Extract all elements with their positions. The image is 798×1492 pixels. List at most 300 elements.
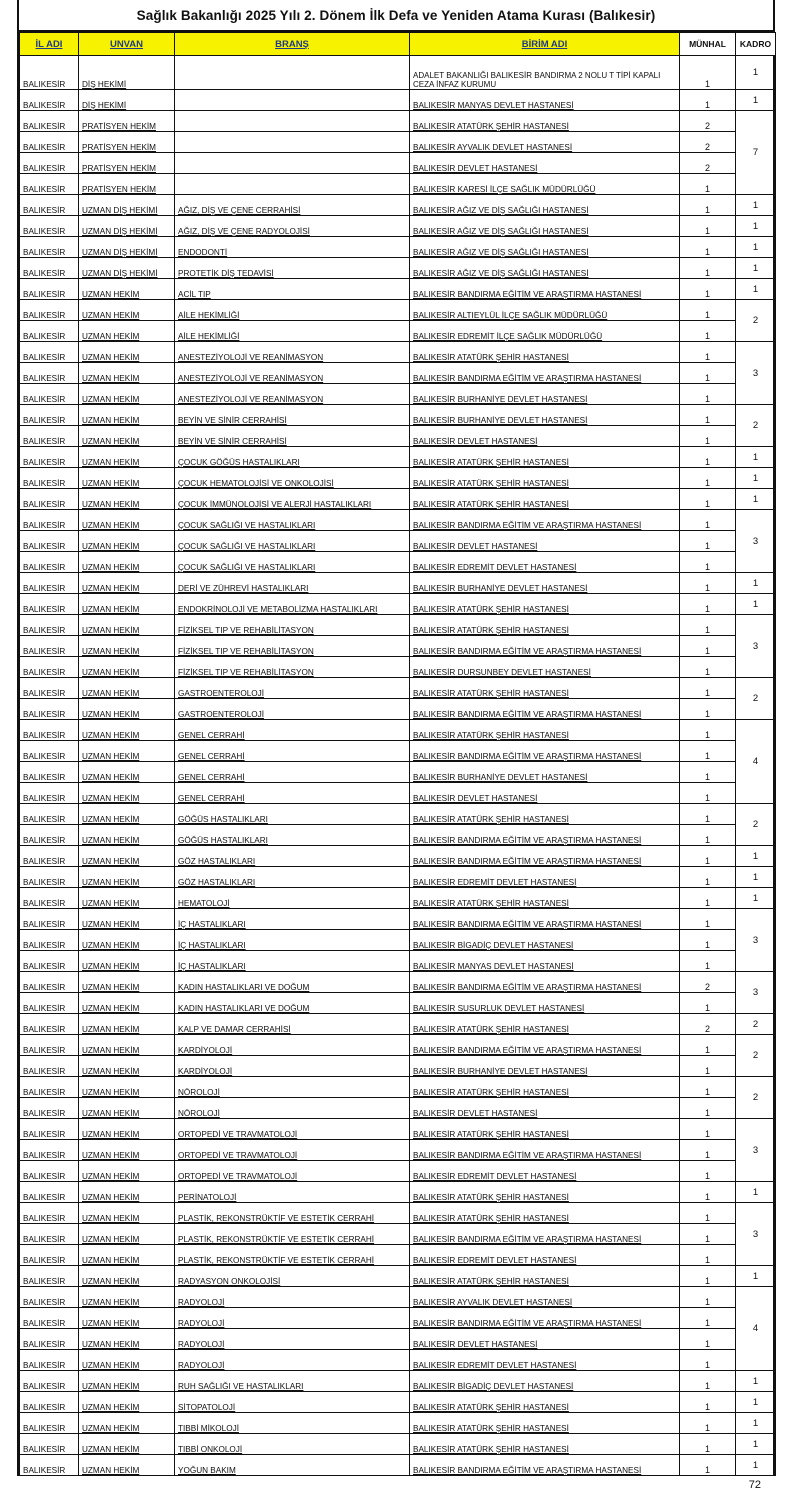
cell-munhal: 1 [680, 720, 736, 741]
cell-unvan: UZMAN HEKİM [79, 636, 175, 657]
cell-brans: ÇOCUK SAĞLIĞI VE HASTALIKLARI [175, 552, 410, 573]
cell-il-adi: BALIKESİR [20, 174, 79, 195]
cell-munhal: 1 [680, 56, 736, 90]
cell-unvan: UZMAN HEKİM [79, 321, 175, 342]
cell-brans: ENDODONTİ [175, 237, 410, 258]
cell-munhal: 1 [680, 1266, 736, 1287]
cell-il-adi: BALIKESİR [20, 804, 79, 825]
cell-brans: AİLE HEKİMLİĞİ [175, 321, 410, 342]
cell-brans [175, 56, 410, 90]
cell-unvan: UZMAN HEKİM [79, 1077, 175, 1098]
cell-munhal: 1 [680, 657, 736, 678]
cell-brans: ÇOCUK GÖĞÜS HASTALIKLARI [175, 447, 410, 468]
cell-birim-adi: BALIKESİR ATATÜRK ŞEHİR HASTANESİ [410, 342, 680, 363]
cell-il-adi: BALIKESİR [20, 846, 79, 867]
cell-brans: BEYİN VE SİNİR CERRAHİSİ [175, 405, 410, 426]
table-row [20, 1224, 776, 1245]
cell-brans: İÇ HASTALIKLARI [175, 909, 410, 930]
cell-kadro: 1 [736, 1371, 776, 1392]
cell-il-adi: BALIKESİR [20, 762, 79, 783]
table-row [20, 1056, 776, 1077]
table-row [20, 174, 776, 195]
cell-brans: HEMATOLOJİ [175, 888, 410, 909]
cell-kadro: 7 [736, 111, 776, 195]
cell-il-adi: BALIKESİR [20, 1035, 79, 1056]
cell-unvan: UZMAN HEKİM [79, 468, 175, 489]
cell-unvan: UZMAN HEKİM [79, 594, 175, 615]
cell-munhal: 1 [680, 783, 736, 804]
cell-unvan: UZMAN HEKİM [79, 615, 175, 636]
cell-il-adi: BALIKESİR [20, 384, 79, 405]
cell-unvan: UZMAN HEKİM [79, 1140, 175, 1161]
cell-il-adi: BALIKESİR [20, 1245, 79, 1266]
cell-brans: ÇOCUK İMMÜNOLOJİSİ VE ALERJİ HASTALIKLARI [175, 489, 410, 510]
table-row [20, 300, 776, 321]
cell-munhal: 1 [680, 804, 736, 825]
cell-kadro: 3 [736, 615, 776, 678]
table-row [20, 1413, 776, 1434]
cell-brans: GASTROENTEROLOJİ [175, 699, 410, 720]
cell-il-adi: BALIKESİR [20, 657, 79, 678]
cell-munhal: 1 [680, 489, 736, 510]
cell-kadro: 1 [736, 489, 776, 510]
cell-il-adi: BALIKESİR [20, 1266, 79, 1287]
cell-munhal: 1 [680, 1119, 736, 1140]
cell-birim-adi: BALIKESİR ATATÜRK ŞEHİR HASTANESİ [410, 1266, 680, 1287]
cell-brans: RADYOLOJİ [175, 1329, 410, 1350]
cell-unvan: UZMAN HEKİM [79, 1413, 175, 1434]
cell-birim-adi: BALIKESİR ATATÜRK ŞEHİR HASTANESİ [410, 489, 680, 510]
cell-il-adi: BALIKESİR [20, 1077, 79, 1098]
cell-munhal: 1 [680, 678, 736, 699]
cell-brans: AĞIZ, DİŞ VE ÇENE CERRAHİSİ [175, 195, 410, 216]
cell-unvan: UZMAN HEKİM [79, 972, 175, 993]
cell-unvan: UZMAN HEKİM [79, 1098, 175, 1119]
table-row [20, 1392, 776, 1413]
cell-unvan: UZMAN HEKİM [79, 846, 175, 867]
cell-unvan: UZMAN DİŞ HEKİMİ [79, 216, 175, 237]
cell-brans: KARDİYOLOJİ [175, 1035, 410, 1056]
cell-birim-adi: BALIKESİR ATATÜRK ŞEHİR HASTANESİ [410, 111, 680, 132]
cell-birim-adi: BALIKESİR BANDIRMA EĞİTİM VE ARAŞTIRMA HASTANESİ [410, 636, 680, 657]
cell-brans: PLASTİK, REKONSTRÜKTİF VE ESTETİK CERRAHİ [175, 1245, 410, 1266]
cell-munhal: 1 [680, 1350, 736, 1371]
table-row [20, 111, 776, 132]
cell-il-adi: BALIKESİR [20, 1203, 79, 1224]
cell-kadro: 3 [736, 909, 776, 972]
cell-munhal: 1 [680, 846, 736, 867]
cell-birim-adi: BALIKESİR BANDIRMA EĞİTİM VE ARAŞTIRMA HASTANESİ [410, 909, 680, 930]
cell-birim-adi: BALIKESİR ATATÜRK ŞEHİR HASTANESİ [410, 594, 680, 615]
cell-birim-adi: BALIKESİR EDREMİT DEVLET HASTANESİ [410, 1350, 680, 1371]
cell-il-adi: BALIKESİR [20, 447, 79, 468]
table-row [20, 1371, 776, 1392]
cell-il-adi: BALIKESİR [20, 321, 79, 342]
cell-unvan: UZMAN HEKİM [79, 1224, 175, 1245]
cell-il-adi: BALIKESİR [20, 1392, 79, 1413]
cell-il-adi: BALIKESİR [20, 972, 79, 993]
table-row [20, 510, 776, 531]
cell-munhal: 2 [680, 111, 736, 132]
cell-birim-adi: BALIKESİR BURHANİYE DEVLET HASTANESİ [410, 405, 680, 426]
cell-unvan: UZMAN HEKİM [79, 489, 175, 510]
cell-munhal: 1 [680, 237, 736, 258]
cell-birim-adi: BALIKESİR ATATÜRK ŞEHİR HASTANESİ [410, 720, 680, 741]
cell-birim-adi: BALIKESİR SUSURLUK DEVLET HASTANESİ [410, 993, 680, 1014]
cell-brans [175, 90, 410, 111]
cell-munhal: 2 [680, 972, 736, 993]
cell-il-adi: BALIKESİR [20, 951, 79, 972]
cell-munhal: 1 [680, 888, 736, 909]
cell-birim-adi: BALIKESİR BANDIRMA EĞİTİM VE ARAŞTIRMA HASTANESİ [410, 510, 680, 531]
cell-il-adi: BALIKESİR [20, 132, 79, 153]
cell-munhal: 2 [680, 132, 736, 153]
cell-il-adi: BALIKESİR [20, 1434, 79, 1455]
cell-brans: KALP VE DAMAR CERRAHİSİ [175, 1014, 410, 1035]
table-row [20, 1308, 776, 1329]
cell-munhal: 1 [680, 993, 736, 1014]
cell-munhal: 1 [680, 195, 736, 216]
cell-il-adi: BALIKESİR [20, 279, 79, 300]
cell-il-adi: BALIKESİR [20, 741, 79, 762]
cell-il-adi: BALIKESİR [20, 342, 79, 363]
table-row [20, 1434, 776, 1455]
cell-il-adi: BALIKESİR [20, 720, 79, 741]
cell-birim-adi: BALIKESİR EDREMİT DEVLET HASTANESİ [410, 552, 680, 573]
cell-il-adi: BALIKESİR [20, 216, 79, 237]
cell-unvan: UZMAN HEKİM [79, 1014, 175, 1035]
cell-unvan: UZMAN HEKİM [79, 426, 175, 447]
document-sheet [17, 0, 775, 1476]
cell-il-adi: BALIKESİR [20, 1329, 79, 1350]
table-row [20, 804, 776, 825]
table-row [20, 699, 776, 720]
cell-birim-adi: BALIKESİR EDREMİT DEVLET HASTANESİ [410, 1161, 680, 1182]
cell-il-adi: BALIKESİR [20, 1413, 79, 1434]
cell-unvan: UZMAN HEKİM [79, 1287, 175, 1308]
cell-munhal: 1 [680, 531, 736, 552]
cell-birim-adi: BALIKESİR ATATÜRK ŞEHİR HASTANESİ [410, 1392, 680, 1413]
table-row [20, 468, 776, 489]
cell-birim-adi: BALIKESİR BANDIRMA EĞİTİM VE ARAŞTIRMA HASTANESİ [410, 363, 680, 384]
cell-munhal: 1 [680, 867, 736, 888]
cell-unvan: PRATİSYEN HEKİM [79, 132, 175, 153]
cell-il-adi: BALIKESİR [20, 699, 79, 720]
table-row [20, 342, 776, 363]
cell-birim-adi: BALIKESİR AĞIZ VE DİŞ SAĞLIĞI HASTANESİ [410, 237, 680, 258]
cell-kadro: 1 [736, 594, 776, 615]
cell-il-adi: BALIKESİR [20, 489, 79, 510]
cell-il-adi: BALIKESİR [20, 237, 79, 258]
cell-il-adi: BALIKESİR [20, 1224, 79, 1245]
cell-unvan: UZMAN HEKİM [79, 1371, 175, 1392]
cell-munhal: 1 [680, 300, 736, 321]
cell-munhal: 1 [680, 1140, 736, 1161]
cell-birim-adi: BALIKESİR ATATÜRK ŞEHİR HASTANESİ [410, 804, 680, 825]
cell-brans: ORTOPEDİ VE TRAVMATOLOJİ [175, 1140, 410, 1161]
cell-birim-adi: BALIKESİR AĞIZ VE DİŞ SAĞLIĞI HASTANESİ [410, 195, 680, 216]
cell-kadro: 1 [736, 195, 776, 216]
page-number: 72 [748, 1479, 761, 1491]
cell-unvan: PRATİSYEN HEKİM [79, 153, 175, 174]
cell-munhal: 1 [680, 258, 736, 279]
cell-munhal: 1 [680, 1287, 736, 1308]
cell-il-adi: BALIKESİR [20, 594, 79, 615]
cell-munhal: 1 [680, 825, 736, 846]
cell-unvan: UZMAN HEKİM [79, 762, 175, 783]
cell-unvan: UZMAN HEKİM [79, 657, 175, 678]
table-header [20, 33, 776, 56]
cell-brans: GÖZ HASTALIKLARI [175, 867, 410, 888]
cell-il-adi: BALIKESİR [20, 258, 79, 279]
cell-birim-adi: BALIKESİR ATATÜRK ŞEHİR HASTANESİ [410, 1203, 680, 1224]
table-row [20, 1161, 776, 1182]
cell-il-adi: BALIKESİR [20, 1056, 79, 1077]
cell-kadro: 1 [736, 237, 776, 258]
cell-il-adi: BALIKESİR [20, 195, 79, 216]
cell-birim-adi: BALIKESİR ATATÜRK ŞEHİR HASTANESİ [410, 1413, 680, 1434]
table-row [20, 657, 776, 678]
cell-unvan: UZMAN HEKİM [79, 804, 175, 825]
cell-munhal: 1 [680, 447, 736, 468]
cell-brans: KARDİYOLOJİ [175, 1056, 410, 1077]
cell-kadro: 3 [736, 1119, 776, 1182]
cell-il-adi: BALIKESİR [20, 678, 79, 699]
cell-brans: ENDOKRİNOLOJİ VE METABOLİZMA HASTALIKLARI [175, 594, 410, 615]
cell-kadro: 2 [736, 405, 776, 447]
cell-il-adi: BALIKESİR [20, 510, 79, 531]
cell-brans: GÖZ HASTALIKLARI [175, 846, 410, 867]
cell-unvan: UZMAN HEKİM [79, 951, 175, 972]
cell-brans [175, 111, 410, 132]
cell-unvan: UZMAN HEKİM [79, 531, 175, 552]
cell-il-adi: BALIKESİR [20, 783, 79, 804]
cell-birim-adi: BALIKESİR BANDIRMA EĞİTİM VE ARAŞTIRMA HASTANESİ [410, 1035, 680, 1056]
cell-brans: TIBBİ ONKOLOJİ [175, 1434, 410, 1455]
cell-unvan: UZMAN HEKİM [79, 342, 175, 363]
cell-brans: RADYOLOJİ [175, 1350, 410, 1371]
cell-il-adi: BALIKESİR [20, 468, 79, 489]
cell-birim-adi: ADALET BAKANLIĞI BALIKESİR BANDIRMA 2 NOLU T TİPİ KAPALI CEZA İNFAZ KURUMU [410, 56, 680, 90]
table-row [20, 405, 776, 426]
cell-il-adi: BALIKESİR [20, 426, 79, 447]
table-row [20, 1203, 776, 1224]
cell-unvan: UZMAN HEKİM [79, 867, 175, 888]
table-row [20, 258, 776, 279]
cell-munhal: 1 [680, 930, 736, 951]
cell-brans: PLASTİK, REKONSTRÜKTİF VE ESTETİK CERRAHİ [175, 1224, 410, 1245]
cell-unvan: UZMAN HEKİM [79, 300, 175, 321]
cell-il-adi: BALIKESİR [20, 1308, 79, 1329]
cell-brans: RADYASYON ONKOLOJİSİ [175, 1266, 410, 1287]
cell-birim-adi: BALIKESİR ATATÜRK ŞEHİR HASTANESİ [410, 615, 680, 636]
cell-il-adi: BALIKESİR [20, 993, 79, 1014]
cell-brans: KADIN HASTALIKLARI VE DOĞUM [175, 972, 410, 993]
table-row [20, 993, 776, 1014]
cell-birim-adi: BALIKESİR BANDIRMA EĞİTİM VE ARAŞTIRMA HASTANESİ [410, 972, 680, 993]
cell-munhal: 1 [680, 1203, 736, 1224]
table-row [20, 1287, 776, 1308]
cell-unvan: UZMAN HEKİM [79, 741, 175, 762]
header-munhal: MÜNHAL [680, 33, 736, 56]
cell-birim-adi: BALIKESİR BİGADİÇ DEVLET HASTANESİ [410, 1371, 680, 1392]
cell-kadro: 1 [736, 56, 776, 90]
cell-munhal: 1 [680, 909, 736, 930]
cell-birim-adi: BALIKESİR BURHANİYE DEVLET HASTANESİ [410, 384, 680, 405]
cell-unvan: UZMAN HEKİM [79, 1182, 175, 1203]
cell-brans: GÖĞÜS HASTALIKLARI [175, 804, 410, 825]
cell-birim-adi: BALIKESİR DEVLET HASTANESİ [410, 1098, 680, 1119]
table-row [20, 1014, 776, 1035]
cell-munhal: 1 [680, 699, 736, 720]
table-row [20, 426, 776, 447]
table-row [20, 1329, 776, 1350]
cell-kadro: 1 [736, 258, 776, 279]
cell-kadro: 2 [736, 1035, 776, 1077]
cell-il-adi: BALIKESİR [20, 111, 79, 132]
cell-il-adi: BALIKESİR [20, 1350, 79, 1371]
document-title: Sağlık Bakanlığı 2025 Yılı 2. Dönem İlk Defa ve Yeniden Atama Kurası (Balıkesir) [19, 0, 773, 32]
cell-birim-adi: BALIKESİR MANYAS DEVLET HASTANESİ [410, 90, 680, 111]
table-row [20, 951, 776, 972]
cell-birim-adi: BALIKESİR BURHANİYE DEVLET HASTANESİ [410, 1056, 680, 1077]
cell-munhal: 1 [680, 1413, 736, 1434]
cell-birim-adi: BALIKESİR AYVALIK DEVLET HASTANESİ [410, 1287, 680, 1308]
header-brans: BRANŞ [175, 33, 410, 56]
table-row [20, 1455, 776, 1476]
cell-unvan: UZMAN HEKİM [79, 1308, 175, 1329]
table-row [20, 972, 776, 993]
cell-brans: AİLE HEKİMLİĞİ [175, 300, 410, 321]
cell-kadro: 1 [736, 1455, 776, 1476]
table-row [20, 636, 776, 657]
cell-kadro: 4 [736, 1287, 776, 1371]
cell-munhal: 2 [680, 153, 736, 174]
cell-brans: RADYOLOJİ [175, 1287, 410, 1308]
cell-il-adi: BALIKESİR [20, 825, 79, 846]
cell-kadro: 1 [736, 867, 776, 888]
cell-brans: GENEL CERRAHİ [175, 762, 410, 783]
cell-brans: GENEL CERRAHİ [175, 741, 410, 762]
cell-unvan: UZMAN HEKİM [79, 1455, 175, 1476]
cell-birim-adi: BALIKESİR ATATÜRK ŞEHİR HASTANESİ [410, 1014, 680, 1035]
cell-munhal: 1 [680, 174, 736, 195]
cell-birim-adi: BALIKESİR EDREMİT DEVLET HASTANESİ [410, 1245, 680, 1266]
cell-birim-adi: BALIKESİR BURHANİYE DEVLET HASTANESİ [410, 573, 680, 594]
cell-birim-adi: BALIKESİR BANDIRMA EĞİTİM VE ARAŞTIRMA HASTANESİ [410, 699, 680, 720]
cell-munhal: 1 [680, 1371, 736, 1392]
cell-il-adi: BALIKESİR [20, 1140, 79, 1161]
cell-brans: RADYOLOJİ [175, 1308, 410, 1329]
cell-munhal: 1 [680, 636, 736, 657]
cell-brans: İÇ HASTALIKLARI [175, 930, 410, 951]
table-row [20, 741, 776, 762]
cell-unvan: PRATİSYEN HEKİM [79, 174, 175, 195]
cell-munhal: 1 [680, 552, 736, 573]
cell-kadro: 4 [736, 720, 776, 804]
cell-kadro: 1 [736, 1266, 776, 1287]
cell-munhal: 1 [680, 951, 736, 972]
cell-birim-adi: BALIKESİR BANDIRMA EĞİTİM VE ARAŞTIRMA HASTANESİ [410, 741, 680, 762]
cell-birim-adi: BALIKESİR AYVALIK DEVLET HASTANESİ [410, 132, 680, 153]
cell-munhal: 1 [680, 363, 736, 384]
cell-brans: FİZİKSEL TIP VE REHABİLİTASYON [175, 615, 410, 636]
cell-birim-adi: BALIKESİR ATATÜRK ŞEHİR HASTANESİ [410, 468, 680, 489]
cell-brans [175, 153, 410, 174]
cell-birim-adi: BALIKESİR ATATÜRK ŞEHİR HASTANESİ [410, 1182, 680, 1203]
cell-birim-adi: BALIKESİR DEVLET HASTANESİ [410, 531, 680, 552]
cell-unvan: UZMAN HEKİM [79, 510, 175, 531]
cell-birim-adi: BALIKESİR BANDIRMA EĞİTİM VE ARAŞTIRMA HASTANESİ [410, 1308, 680, 1329]
cell-unvan: UZMAN HEKİM [79, 405, 175, 426]
cell-birim-adi: BALIKESİR BANDIRMA EĞİTİM VE ARAŞTIRMA HASTANESİ [410, 825, 680, 846]
cell-brans: ACİL TIP [175, 279, 410, 300]
cell-brans: GENEL CERRAHİ [175, 720, 410, 741]
cell-unvan: UZMAN HEKİM [79, 993, 175, 1014]
cell-brans: ANESTEZİYOLOJİ VE REANİMASYON [175, 384, 410, 405]
cell-unvan: PRATİSYEN HEKİM [79, 111, 175, 132]
cell-birim-adi: BALIKESİR BANDIRMA EĞİTİM VE ARAŞTIRMA HASTANESİ [410, 279, 680, 300]
cell-unvan: UZMAN HEKİM [79, 384, 175, 405]
cell-il-adi: BALIKESİR [20, 1014, 79, 1035]
cell-il-adi: BALIKESİR [20, 867, 79, 888]
cell-unvan: UZMAN HEKİM [79, 279, 175, 300]
cell-il-adi: BALIKESİR [20, 90, 79, 111]
cell-kadro: 2 [736, 1014, 776, 1035]
table-row [20, 384, 776, 405]
cell-munhal: 1 [680, 573, 736, 594]
cell-kadro: 2 [736, 804, 776, 846]
cell-birim-adi: BALIKESİR DEVLET HASTANESİ [410, 783, 680, 804]
cell-birim-adi: BALIKESİR ATATÜRK ŞEHİR HASTANESİ [410, 1119, 680, 1140]
cell-kadro: 1 [736, 468, 776, 489]
cell-kadro: 1 [736, 1392, 776, 1413]
cell-brans: PROTETİK DİŞ TEDAVİSİ [175, 258, 410, 279]
cell-il-adi: BALIKESİR [20, 56, 79, 90]
cell-kadro: 1 [736, 216, 776, 237]
table-row [20, 1182, 776, 1203]
cell-il-adi: BALIKESİR [20, 300, 79, 321]
table-row [20, 783, 776, 804]
cell-unvan: UZMAN HEKİM [79, 552, 175, 573]
cell-brans: ORTOPEDİ VE TRAVMATOLOJİ [175, 1161, 410, 1182]
cell-brans: NÖROLOJİ [175, 1098, 410, 1119]
cell-brans: ANESTEZİYOLOJİ VE REANİMASYON [175, 363, 410, 384]
table-body [20, 56, 776, 1476]
cell-birim-adi: BALIKESİR DEVLET HASTANESİ [410, 1329, 680, 1350]
cell-brans: YOĞUN BAKIM [175, 1455, 410, 1476]
cell-brans: AĞIZ, DİŞ VE ÇENE RADYOLOJİSİ [175, 216, 410, 237]
cell-brans: ANESTEZİYOLOJİ VE REANİMASYON [175, 342, 410, 363]
cell-kadro: 1 [736, 1434, 776, 1455]
cell-kadro: 2 [736, 1077, 776, 1119]
cell-brans: ÇOCUK SAĞLIĞI VE HASTALIKLARI [175, 510, 410, 531]
cell-kadro: 2 [736, 300, 776, 342]
table-row [20, 888, 776, 909]
cell-kadro: 1 [736, 888, 776, 909]
cell-unvan: UZMAN HEKİM [79, 363, 175, 384]
table-row [20, 720, 776, 741]
cell-munhal: 1 [680, 1245, 736, 1266]
cell-brans: PERİNATOLOJİ [175, 1182, 410, 1203]
cell-il-adi: BALIKESİR [20, 1371, 79, 1392]
table-row [20, 930, 776, 951]
cell-brans: ÇOCUK HEMATOLOJİSİ VE ONKOLOJİSİ [175, 468, 410, 489]
cell-birim-adi: BALIKESİR ATATÜRK ŞEHİR HASTANESİ [410, 888, 680, 909]
table-row [20, 321, 776, 342]
cell-il-adi: BALIKESİR [20, 405, 79, 426]
cell-unvan: UZMAN HEKİM [79, 1245, 175, 1266]
